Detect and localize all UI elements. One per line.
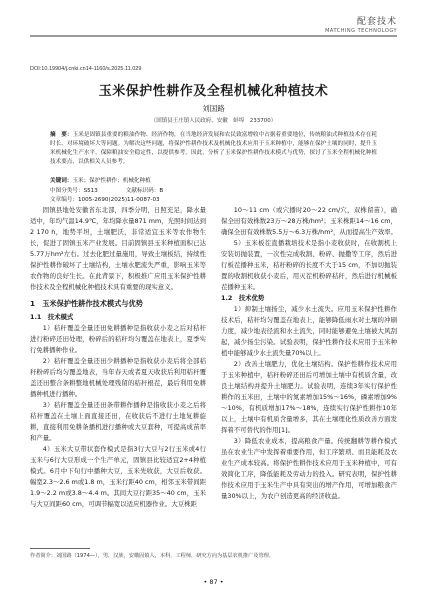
keywords-label: 关键词： (50, 178, 73, 184)
body-paragraph: 2）秸秆覆盖全量还田少耕播种是指收获小麦后将全部秸秆粉碎后均匀覆盖地表，当年春天或者夏天收获后利用秸秆覆盖还田整合条耕整地机械处理残留的秸秆根茬，最后利用免耕播种机进行播种。 (30, 357, 206, 398)
body-paragraph: 3）降低农业成本，提高粮食产量。传统翻耕等耕作模式虽在农业生产中发挥着重要作用，但工序繁琐、而且能耗及农业生产成本较高。将保护性耕作技术应用于玉米种植中，可有效简化工序，降低能耗及劳动力的投入。研究表明，保护性耕作技术应用于玉米生产中具有突出的增产作用，可增加粮食产量30%以上，为农户创造更高的经济收益。 (221, 437, 397, 500)
abstract (50, 131, 377, 167)
article-number-row (50, 195, 377, 203)
body-paragraph: 2）改善土壤肥力，优化土壤结构。保护性耕作技术应用于玉米种植中，秸秆粉碎还田后可增加土壤中有机质含量，改良土壤结构并提升土壤肥力。试验表明，连续3年实行保护性耕作的玉米田，土壤中的氮素增加15%～16%，磷素增加9%～10%，有机质增加17%～18%，连续实行保护性耕作10年以上，土壤中有机质含量增多，其在土壤理化性质改善方面发挥着不可替代的作用[1]。 (221, 360, 397, 434)
paper-title: 玉米保护性耕作及全程机械化种植技术 (98, 84, 329, 99)
body-paragraph: 1）秸秆覆盖全量还田免耕播种是指收获小麦之后对秸秆进行粉碎还田处理，粉碎后的秸秆均匀覆盖在地表上，夏季实行免耕播种作业。 (30, 324, 206, 354)
abstract-label: 摘 要： (50, 132, 73, 138)
doi: DOI:10.19904/j.cnki.cn14-1160/s.2025.11.029 (30, 66, 142, 72)
clc-number: 中图分类号：S513 (50, 188, 98, 194)
running-header (325, 14, 397, 34)
subsection-heading: 1.2 技术优势 (221, 294, 265, 302)
footnote: 作者简介：刘国路（1974—），男，汉族，安徽固镇人，本科，工程师，研究方向为基层农机推广及管理。 (30, 553, 275, 559)
subsection-heading: 1.1 技术模式 (30, 313, 74, 321)
doc-code: 文献标识码：B (125, 188, 164, 194)
article-meta (50, 186, 377, 194)
body-paragraph: 1）抑制土壤扬尘，减少水土流失。应用玉米保护性耕作技术后，秸秆均匀覆盖在地表上，能够降低雨水对土壤的冲刷力度，减少地表径流和水土流失，同时能够避免土壤被大风刮起，减少扬尘污染。试验表明，保护性耕作技术应用于玉米种植中能够减少水土流失量70%以上。 (221, 305, 397, 357)
section-heading: 1 玉米保护性耕作技术模式与优势 (30, 299, 143, 308)
keywords-text: 玉米；保护性耕作；机械化种植 (72, 178, 151, 184)
column-title-cn: 配套技术 (356, 17, 397, 27)
right-column (221, 205, 397, 502)
left-column (30, 205, 206, 510)
body-paragraph: 3）秸秆覆盖全量还田条带耕作播种是指收获小麦之后将秸秆覆盖在土壤上面直接还田，在收获后不进行土地复耕旋耕，直接利用免耕条播机进行播种或大豆套种，可提高成苗率和产量。 (30, 401, 206, 442)
body-paragraph: 固镇县地处安徽省东北部，四季分明，日照充足，降水量适中，年均气温14.9℃，年均降水量871 mm，光照时间达到2 170 h，地势平坦，土壤肥沃，非常适宜玉米等农作物生长，促进了固镇玉米产业发展。目前固镇县玉米种植面积已达5.77万hm²左右。过去化肥过量施用，导致土壤板结，持续性保护性耕作破坏了土壤结构，土壤水肥流失严重，影响玉米等农作物的良好生长。在此背景下，积极推广应用玉米保护性耕作技术及全程机械化种植技术具有重要的现实意义。 (30, 206, 206, 291)
body-paragraph: 10～11 cm（或穴播时20～22 cm/穴，双株留苗），确保全田有效株数23万～28万株/hm²；玉米株距14～16 cm，确保全田有效株数5.5万～6.3万株/hm²，从而提高生产效率。 (221, 206, 397, 236)
abstract-text: 玉米是固镇县重要的粮油作物、经济作物，在当地经济发展和农民致富增收中占据着重要地位，传统粮油式种植技术存在耗时长、对环境破坏大等问题。为解决这些问题，将保护性耕作技术及机械化技术应用于玉米种植中，能够在保护土壤的同时，提升玉米机械化生产水平，保障粮油安全稳定性，以提供参考。因此，分析了玉米保护性耕作技术模式与优势，探讨了玉米全程机械化种植技术要点，以供相关人员参考。 (50, 132, 377, 165)
column-title-en: MATCHING TECHNOLOGY (325, 28, 397, 34)
header-rule (30, 35, 397, 37)
affiliation: （固镇县王庄镇人民政府，安徽 蚌埠 233700） (150, 118, 277, 124)
article-number: 文章编号：1005-2690(2025)11-0087-03 (50, 197, 160, 203)
footnote-rule (30, 548, 90, 549)
body-paragraph: 5）玉米板茬直播栽培技术是指小麦收获时，在收割机上安装切抛装置，一次性完成收割、粉碎、抛撒等工序，然后进行板茬播种玉米，秸秆粉碎的长度不大于15 cm，不加切抛装置的收割机收获小麦后，用灭茬机粉碎秸秆，然后进行机械板茬播种玉米。 (221, 239, 397, 291)
body-paragraph: 4）玉米大豆带状套作模式是指3行大豆与2行玉米或4行玉米与6行大豆形成一个生产单元，固镇县比较适宜2+4种植模式。6月中下旬行中播种大豆，玉米先收获，大豆后收获。幅宽2.3～2.6 m或1.8 m，玉米行距40 cm，相邻玉米带间距1.9～2.2 m或3.8～4.4 m。其间大豆行距35～40 cm，玉米与大豆间距60 cm，可调节幅宽以适应机器作业。大豆株距 (30, 445, 206, 508)
author: 刘国路 (202, 104, 225, 113)
page-number: • 87 • (203, 578, 224, 586)
keywords (50, 176, 377, 184)
